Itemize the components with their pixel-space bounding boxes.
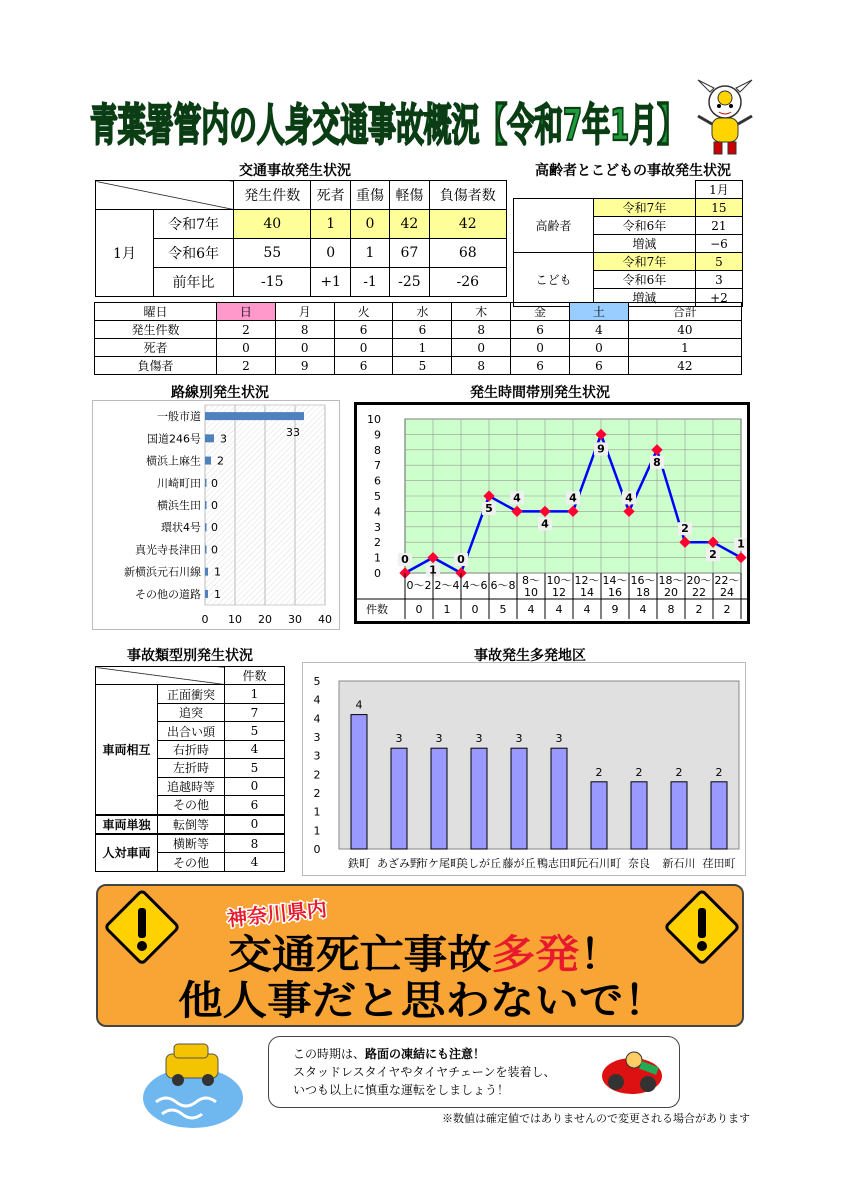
- time-count-cell: 2: [723, 603, 731, 616]
- area-data-label: 2: [635, 765, 643, 779]
- route-data-label: 0: [211, 499, 218, 512]
- route-bar: [205, 434, 214, 442]
- value-cell: 0: [217, 339, 276, 357]
- notice-line3: いつも以上に慎重な運転をしましょう！: [293, 1083, 510, 1097]
- diagonal-header-cell: [96, 181, 234, 210]
- area-data-label: 3: [475, 732, 483, 746]
- header-cell: 金: [511, 303, 570, 321]
- area-y-tick: 1: [313, 805, 321, 819]
- time-y-tick: 2: [374, 536, 381, 550]
- time-count-cell: 2: [695, 603, 703, 616]
- value-cell: 67: [390, 239, 429, 268]
- title-text: 青葉署管内の人身交通事故概況【令和7年1月】: [90, 100, 685, 151]
- header-cell: 木: [452, 303, 511, 321]
- row-label: 令和6年: [154, 239, 234, 268]
- value-cell: 8: [225, 834, 285, 853]
- header-cell: 曜日: [95, 303, 217, 321]
- row-label: 右折時: [158, 740, 225, 758]
- value-cell: 68: [429, 239, 506, 268]
- notice-line2: スタッドレスタイヤやタイヤチェーンを装着し、: [293, 1065, 556, 1079]
- area-category-label: 新石川: [662, 857, 696, 870]
- value-cell: +2: [695, 289, 742, 307]
- area-category-label: 市ケ尾町: [417, 857, 461, 870]
- route-bar: [205, 501, 207, 509]
- area-data-label: 3: [395, 732, 403, 746]
- route-x-tick: 0: [201, 613, 209, 626]
- time-y-tick: 3: [374, 520, 381, 534]
- header-cell: 日: [217, 303, 276, 321]
- header-cell: 重傷: [350, 181, 389, 210]
- footnote: ※数値は確定値ではありませんので変更される場合があります: [442, 1112, 750, 1125]
- route-category-label: 新横浜元石川線: [124, 565, 201, 579]
- area-category-label: 美しが丘: [457, 857, 501, 870]
- route-bar: [205, 590, 208, 598]
- area-bar: [471, 748, 487, 849]
- diagonal-header-cell: [96, 667, 225, 685]
- area-data-label: 3: [555, 732, 563, 746]
- warning-banner: [96, 884, 744, 1027]
- area-data-label: 3: [515, 732, 523, 746]
- area-category-label: 鴨志田町: [537, 857, 581, 870]
- row-label: 死者: [95, 339, 217, 357]
- time-table-label: 件数: [366, 603, 388, 616]
- area-category-label: 元石川町: [577, 857, 621, 870]
- elderly-table-heading: 高齢者とこどもの事故発生状況: [535, 163, 731, 179]
- area-bar: [631, 782, 647, 849]
- group-label: 高齢者: [514, 199, 594, 253]
- time-y-tick: 8: [374, 443, 381, 457]
- value-cell: 7: [225, 703, 285, 721]
- header-cell: 合計: [628, 303, 741, 321]
- time-data-label: 0: [401, 553, 409, 566]
- value-cell: 42: [429, 210, 506, 239]
- route-data-label: 2: [217, 454, 224, 468]
- value-cell: 1: [311, 210, 350, 239]
- time-y-tick: 6: [374, 474, 381, 488]
- group-label: 車両相互: [96, 685, 158, 815]
- header-cell: 火: [334, 303, 393, 321]
- banner-graphic: [98, 886, 746, 1029]
- time-count-cell: 1: [443, 603, 451, 616]
- area-data-label: 2: [715, 765, 723, 779]
- blank-cell: [514, 181, 696, 199]
- group-label: 車両単独: [96, 815, 158, 834]
- car-on-ice-illustration: [138, 1030, 248, 1130]
- route-category-label: 川崎町田: [157, 476, 201, 490]
- header-cell: 件数: [225, 667, 285, 685]
- value-cell: 6: [225, 796, 285, 815]
- value-cell: 1: [393, 339, 452, 357]
- value-cell: 0: [225, 777, 285, 795]
- area-data-label: 2: [595, 765, 603, 779]
- row-label: 令和6年: [594, 217, 696, 235]
- value-cell: 8: [275, 321, 334, 339]
- time-data-label: 1: [429, 563, 437, 577]
- area-bar: [511, 748, 527, 849]
- time-count-cell: 5: [499, 603, 507, 616]
- time-data-label: 4: [569, 491, 577, 505]
- notice-emphasis: 路面の凍結にも注意！: [365, 1047, 486, 1061]
- time-category-label: 18: [636, 586, 650, 599]
- route-chart-panel: [92, 400, 340, 630]
- row-label: 負傷者: [95, 357, 217, 375]
- area-category-label: あざみ野: [377, 857, 421, 870]
- value-cell: 42: [628, 357, 741, 375]
- area-bar: [711, 782, 727, 849]
- area-bar: [671, 782, 687, 849]
- time-y-tick: 9: [374, 428, 381, 442]
- row-label: 正面衝突: [158, 685, 225, 703]
- route-category-label: 環状4号: [161, 521, 201, 535]
- banner-area-label: 神奈川県内: [226, 896, 328, 931]
- time-category-label: 2～4: [434, 579, 460, 592]
- accident-summary-table: [95, 180, 507, 297]
- time-category-label: 4～6: [462, 579, 488, 592]
- area-y-tick: 4: [313, 712, 321, 726]
- value-cell: 42: [390, 210, 429, 239]
- time-data-label: 0: [457, 553, 465, 566]
- route-bar: [205, 457, 211, 465]
- value-cell: 6: [511, 357, 570, 375]
- value-cell: 0: [350, 210, 389, 239]
- value-cell: 8: [452, 357, 511, 375]
- area-y-tick: 4: [313, 693, 321, 707]
- time-chart-panel: [354, 402, 750, 624]
- row-label: 発生件数: [95, 321, 217, 339]
- route-chart: [93, 401, 341, 631]
- route-data-label: 0: [211, 543, 218, 557]
- value-cell: 5: [393, 357, 452, 375]
- time-category-label: 24: [720, 586, 734, 599]
- warning-icon: [105, 890, 179, 964]
- value-cell: 9: [275, 357, 334, 375]
- area-bar: [351, 715, 367, 849]
- time-category-label: 6～8: [490, 579, 516, 592]
- area-bar: [551, 748, 567, 849]
- time-y-tick: 5: [374, 490, 381, 503]
- route-data-label: 1: [214, 565, 221, 579]
- time-y-tick: 0: [374, 567, 381, 580]
- time-y-tick: 10: [367, 413, 381, 426]
- value-cell: 8: [452, 321, 511, 339]
- area-chart-panel: [302, 662, 746, 876]
- value-cell: 6: [511, 321, 570, 339]
- value-cell: -1: [350, 268, 389, 297]
- value-cell: -26: [429, 268, 506, 297]
- row-label: 出合い頭: [158, 722, 225, 740]
- route-category-label: 横浜上麻生: [146, 454, 201, 468]
- time-category-label: 18～: [658, 574, 684, 587]
- area-category-label: 鉄町: [348, 857, 370, 870]
- row-label: 増減: [594, 289, 696, 307]
- value-cell: 4: [225, 740, 285, 758]
- header-cell: 発生件数: [234, 181, 311, 210]
- time-count-cell: 4: [527, 603, 535, 616]
- time-count-cell: 0: [415, 603, 423, 616]
- value-cell: 6: [334, 321, 393, 339]
- value-cell: 5: [695, 253, 742, 271]
- area-y-tick: 3: [313, 749, 321, 763]
- time-count-cell: 9: [611, 603, 619, 616]
- route-data-label: 0: [211, 521, 218, 535]
- mascot-image: [690, 78, 760, 158]
- row-label: 転倒等: [158, 815, 225, 834]
- row-label: その他: [158, 796, 225, 815]
- header-cell: 月: [275, 303, 334, 321]
- value-cell: 40: [628, 321, 741, 339]
- month-cell: 1月: [96, 210, 154, 297]
- header-cell: 土: [569, 303, 628, 321]
- time-data-label: 4: [513, 491, 521, 505]
- time-category-label: 14～: [602, 574, 628, 587]
- value-cell: 1: [628, 339, 741, 357]
- value-cell: 5: [225, 759, 285, 777]
- area-y-tick: 3: [313, 731, 321, 744]
- warning-icon: [665, 890, 739, 964]
- route-bar: [205, 545, 207, 553]
- value-cell: 0: [569, 339, 628, 357]
- route-bar: [205, 523, 207, 531]
- route-category-label: 真光寺長津田: [135, 543, 201, 557]
- area-y-tick: 1: [313, 824, 321, 838]
- route-data-label: 3: [220, 432, 227, 446]
- accident-type-table: [95, 666, 285, 872]
- time-category-label: 12～: [574, 574, 600, 587]
- weekday-table: [94, 302, 742, 375]
- row-label: 令和7年: [594, 199, 696, 217]
- title-graphic: [90, 86, 690, 156]
- time-data-label: 4: [625, 491, 633, 505]
- route-x-tick: 10: [228, 613, 242, 626]
- area-category-label: 藤が丘: [502, 857, 536, 870]
- banner-line1: [228, 932, 623, 978]
- value-cell: -15: [234, 268, 311, 297]
- area-category-label: 荏田町: [702, 857, 736, 870]
- area-bar: [431, 748, 447, 849]
- row-label: 前年比: [154, 268, 234, 297]
- value-cell: 55: [234, 239, 311, 268]
- header-cell: 死者: [311, 181, 350, 210]
- time-category-label: 22: [692, 586, 706, 599]
- time-category-label: 8～: [522, 574, 540, 587]
- banner-line1-emphasis: 多発: [491, 932, 572, 978]
- time-data-label: 4: [541, 517, 549, 531]
- time-category-label: 22～: [714, 574, 740, 587]
- area-data-label: 2: [675, 765, 683, 779]
- route-category-label: 一般市道: [157, 410, 201, 424]
- time-category-label: 12: [552, 586, 566, 599]
- time-category-label: 10: [524, 586, 538, 599]
- row-label: その他: [158, 853, 225, 872]
- route-chart-heading: 路線別発生状況: [171, 385, 269, 401]
- value-cell: 6: [569, 357, 628, 375]
- route-data-label: 33: [286, 426, 300, 440]
- banner-line1-part: 交通死亡事故: [228, 932, 468, 978]
- time-category-label: 16: [608, 586, 622, 599]
- row-label: 増減: [594, 235, 696, 253]
- area-bar: [591, 782, 607, 849]
- time-data-label: 5: [485, 502, 493, 515]
- value-cell: +1: [311, 268, 350, 297]
- time-y-tick: 4: [374, 505, 381, 519]
- row-label: 追突: [158, 703, 225, 721]
- header-cell: 水: [393, 303, 452, 321]
- value-cell: 6: [334, 357, 393, 375]
- value-cell: −6: [695, 235, 742, 253]
- time-category-label: 20～: [686, 574, 712, 587]
- time-data-label: 8: [653, 455, 661, 469]
- time-y-tick: 1: [374, 551, 381, 565]
- value-cell: 5: [225, 722, 285, 740]
- route-data-label: 0: [211, 476, 218, 490]
- route-category-label: その他の道路: [135, 587, 201, 601]
- time-category-label: 0～2: [406, 579, 432, 592]
- route-bar: [205, 568, 208, 576]
- area-data-label: 3: [435, 732, 443, 746]
- value-cell: 3: [695, 271, 742, 289]
- time-count-cell: 0: [471, 603, 479, 616]
- route-bar: [205, 479, 207, 487]
- value-cell: 0: [452, 339, 511, 357]
- value-cell: 0: [311, 239, 350, 268]
- value-cell: 4: [569, 321, 628, 339]
- area-chart-heading: 事故発生多発地区: [474, 648, 586, 664]
- time-y-tick: 7: [374, 459, 381, 473]
- row-label: 令和7年: [594, 253, 696, 271]
- time-category-label: 14: [580, 586, 594, 599]
- route-x-tick: 40: [318, 613, 332, 626]
- area-chart: [303, 663, 747, 877]
- page-title: [90, 86, 690, 156]
- header-cell: 1月: [695, 181, 742, 199]
- crash-illustration: [596, 1046, 668, 1096]
- notice-text: この時期は、: [293, 1047, 366, 1061]
- time-data-label: 2: [709, 548, 717, 562]
- row-label: 追越時等: [158, 777, 225, 795]
- area-category-label: 奈良: [628, 857, 650, 870]
- elderly-children-table: [513, 180, 743, 307]
- row-label: 令和7年: [154, 210, 234, 239]
- value-cell: 21: [695, 217, 742, 235]
- row-label: 横断等: [158, 834, 225, 853]
- row-label: 令和6年: [594, 271, 696, 289]
- banner-line1-mark: ！: [579, 932, 620, 978]
- time-category-label: 10～: [546, 574, 572, 587]
- time-chart-heading: 発生時間帯別発生状況: [470, 385, 610, 401]
- value-cell: 0: [225, 815, 285, 834]
- group-label: こども: [514, 253, 594, 307]
- route-x-tick: 30: [288, 613, 302, 626]
- value-cell: 2: [217, 357, 276, 375]
- time-count-cell: 4: [555, 603, 563, 616]
- value-cell: 1: [225, 685, 285, 703]
- time-data-label: 2: [681, 522, 689, 536]
- banner-line2: 他人事だと思わないで！: [178, 978, 668, 1024]
- main-table-heading: 交通事故発生状況: [239, 163, 351, 179]
- route-x-tick: 20: [258, 613, 272, 626]
- time-count-cell: 8: [667, 603, 675, 616]
- header-cell: 軽傷: [390, 181, 429, 210]
- value-cell: 15: [695, 199, 742, 217]
- value-cell: 2: [217, 321, 276, 339]
- time-category-label: 16～: [630, 574, 656, 587]
- value-cell: 40: [234, 210, 311, 239]
- value-cell: -25: [390, 268, 429, 297]
- area-y-tick: 5: [313, 675, 321, 688]
- area-data-label: 4: [355, 698, 363, 712]
- time-data-label: 9: [597, 442, 605, 456]
- value-cell: 0: [334, 339, 393, 357]
- time-count-cell: 4: [639, 603, 647, 616]
- area-y-tick: 2: [313, 787, 321, 800]
- value-cell: 4: [225, 853, 285, 872]
- value-cell: 0: [275, 339, 334, 357]
- value-cell: 6: [393, 321, 452, 339]
- row-label: 左折時: [158, 759, 225, 777]
- area-bar: [391, 748, 407, 849]
- group-label: 人対車両: [96, 834, 158, 872]
- time-data-label: 1: [737, 537, 745, 551]
- area-y-tick: 2: [313, 768, 321, 782]
- area-y-tick: 0: [313, 843, 321, 856]
- time-chart: [357, 405, 747, 621]
- header-cell: 負傷者数: [429, 181, 506, 210]
- time-count-cell: 4: [583, 603, 591, 616]
- route-bar: [205, 412, 304, 420]
- route-data-label: 1: [214, 587, 221, 601]
- route-category-label: 横浜生田: [157, 499, 201, 512]
- type-table-heading: 事故類型別発生状況: [127, 648, 253, 664]
- time-category-label: 20: [664, 586, 678, 599]
- value-cell: 0: [511, 339, 570, 357]
- route-category-label: 国道246号: [147, 432, 201, 446]
- value-cell: 1: [350, 239, 389, 268]
